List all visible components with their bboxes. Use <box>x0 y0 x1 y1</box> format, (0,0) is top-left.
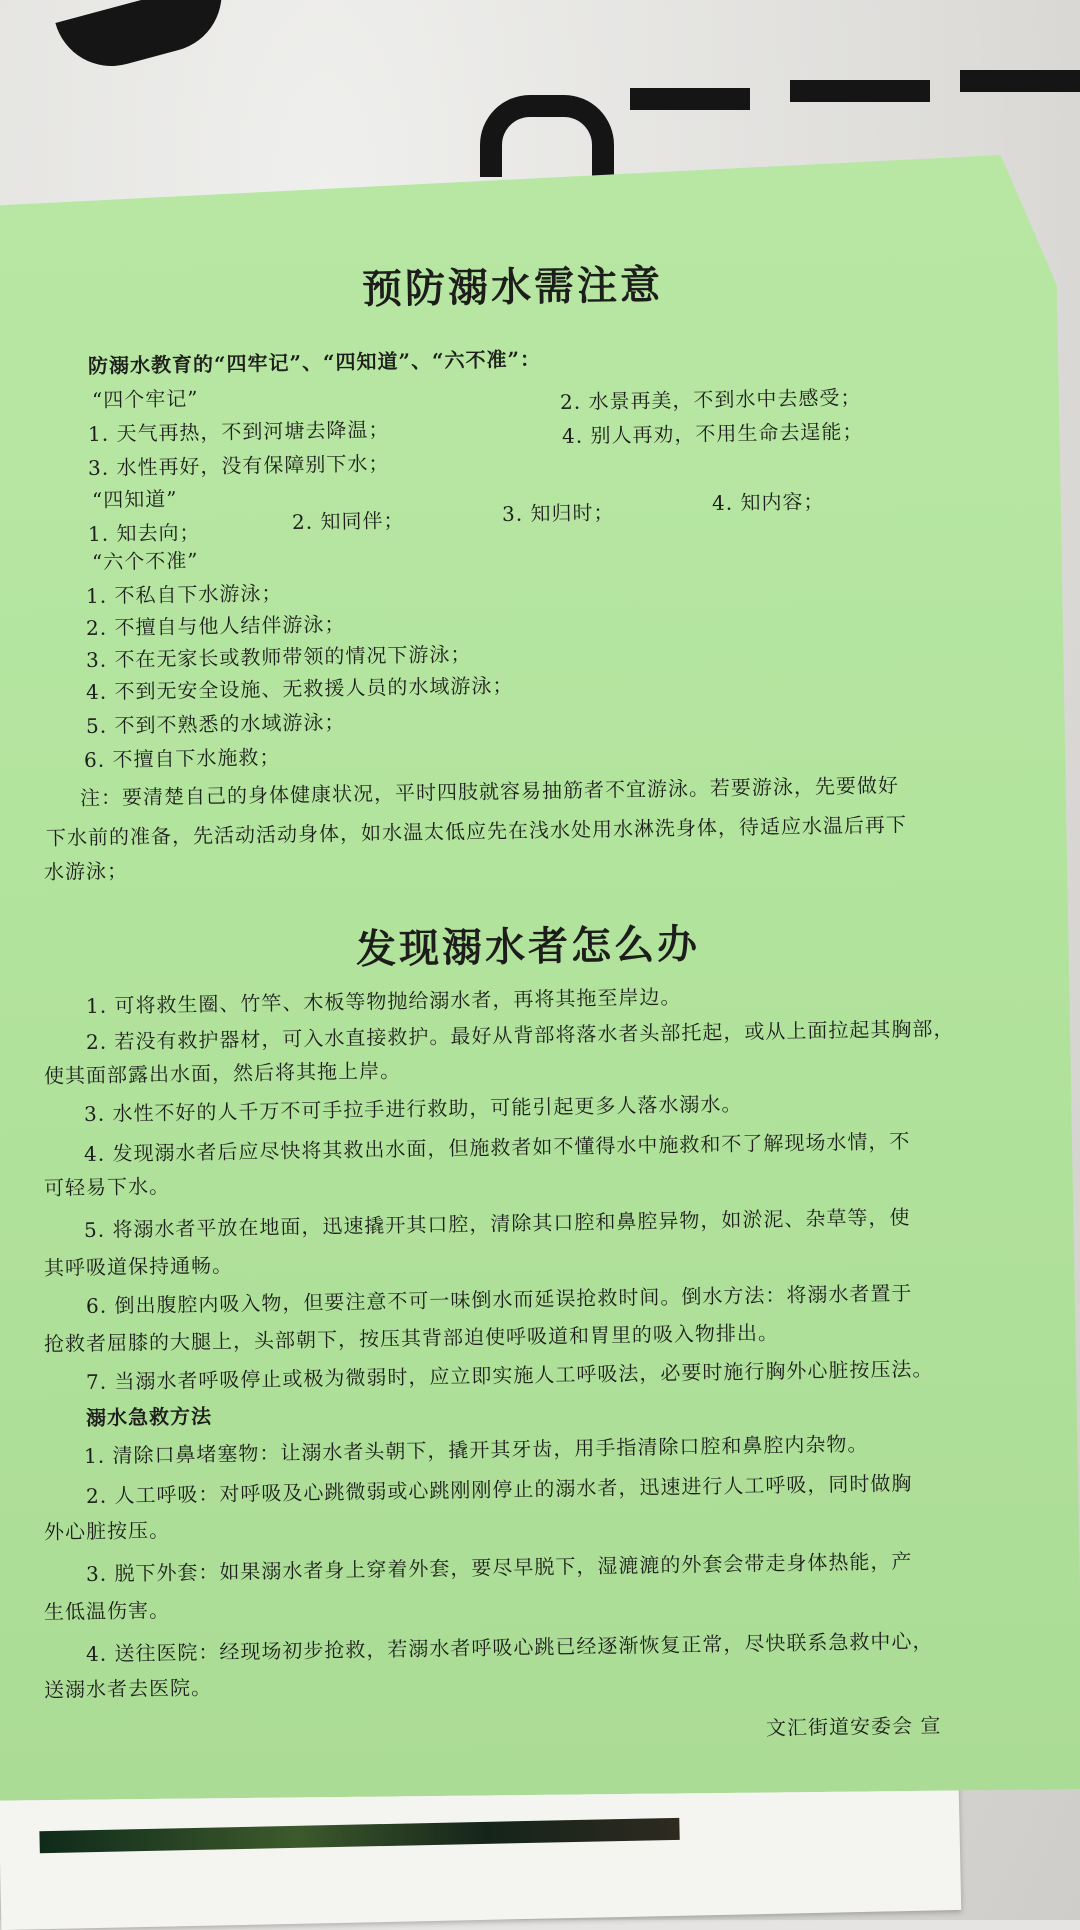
rescue-line: 抢救者屈膝的大腿上，头部朝下，按压其背部迫使呼吸道和胃里的吸入物排出。 <box>43 1320 780 1356</box>
rescue-line: 其呼吸道保持通畅。 <box>43 1253 234 1280</box>
page-title: 预防溺水需注意 <box>361 261 664 313</box>
six-not-item: 4. 不到无安全设施、无救援人员的水域游泳； <box>85 673 514 704</box>
note-line: 下水前的准备，先活动活动身体，如水温太低应先在浅水处用水淋洗身体，待适应水温后再下 <box>45 812 908 850</box>
four-know-item: 1. 知去向； <box>87 520 201 546</box>
note-line: 水游泳； <box>43 858 129 884</box>
rescue-line: 4. 发现溺水者后应尽快将其救出水面，但施救者如不懂得水中施救和不了解现场水情，不 <box>83 1129 911 1166</box>
firstaid-line: 送溺水者去医院。 <box>43 1675 213 1702</box>
firstaid-line: 外心脏按压。 <box>43 1518 171 1544</box>
rescue-line: 7. 当溺水者呼吸停止或极为微弱时，应立即实施人工呼吸法，必要时施行胸外心脏按压法。 <box>85 1356 934 1394</box>
four-remember-item: 4. 别人再劝，不用生命去逞能； <box>561 419 864 448</box>
four-remember-item: 2. 水景再美，不到水中去感受； <box>559 385 862 414</box>
six-not-item: 6. 不擅自下水施救； <box>83 744 281 772</box>
six-not-item: 5. 不到不熟悉的水域游泳； <box>85 709 346 738</box>
firstaid-line: 4. 送往医院：经现场初步抢救，若溺水者呼吸心跳已经逐渐恢复正常，尽快联系急救中心， <box>85 1628 934 1666</box>
four-know-item: 2. 知同伴； <box>291 508 405 534</box>
four-remember-item: 1. 天气再热，不到河塘去降温； <box>87 417 390 446</box>
firstaid-line: 2. 人工呼吸：对呼吸及心跳微弱或心跳刚刚停止的溺水者，迅速进行人工呼吸，同时做胸 <box>85 1471 913 1508</box>
six-not-heading: “六个不准” <box>91 548 199 574</box>
six-not-item: 1. 不私自下水游泳； <box>85 580 283 608</box>
note-line: 注：要清楚自己的身体健康状况，平时四肢就容易抽筋者不宜游泳。若要游泳，先要做好 <box>79 773 900 810</box>
rescue-line: 6. 倒出腹腔内吸入物，但要注意不可一味倒水而延误抢救时间。倒水方法：将溺水者置于 <box>85 1281 913 1318</box>
four-know-item: 3. 知归时； <box>501 500 615 526</box>
firstaid-line: 3. 脱下外套：如果溺水者身上穿着外套，要尽早脱下，湿漉漉的外套会带走身体热能，产 <box>85 1549 913 1586</box>
four-know-heading: “四知道” <box>91 486 178 512</box>
six-not-item: 3. 不在无家长或教师带领的情况下游泳； <box>85 641 472 672</box>
rescue-line: 3. 水性不好的人千万不可手拉手进行救助，可能引起更多人落水溺水。 <box>83 1091 743 1126</box>
signature: 文汇街道安委会 宣 <box>765 1713 942 1740</box>
rescue-line: 5. 将溺水者平放在地面，迅速撬开其口腔，清除其口腔和鼻腔异物，如淤泥、杂草等，使 <box>83 1205 911 1242</box>
rescue-line: 2. 若没有救护器材，可入水直接救护。最好从背部将落水者头部托起，或从上面拉起其胸部， <box>85 1016 955 1054</box>
rescue-line: 可轻易下水。 <box>43 1174 171 1200</box>
rescue-line: 使其面部露出水面，然后将其拖上岸。 <box>43 1058 402 1088</box>
firstaid-line: 生低温伤害。 <box>43 1598 171 1624</box>
four-remember-heading: “四个牢记” <box>91 386 199 412</box>
firstaid-heading: 溺水急救方法 <box>85 1404 213 1430</box>
six-not-item: 2. 不擅自与他人结伴游泳； <box>85 611 346 640</box>
section-title: 发现溺水者怎么办 <box>355 920 701 973</box>
rescue-line: 1. 可将救生圈、竹竿、木板等物抛给溺水者，再将其拖至岸边。 <box>85 984 682 1018</box>
four-remember-item: 3. 水性再好，没有保障别下水； <box>87 451 390 480</box>
intro-line: 防溺水教育的“四牢记”、“四知道”、“六不准”： <box>87 346 542 378</box>
four-know-item: 4. 知内容； <box>711 489 825 515</box>
firstaid-line: 1. 清除口鼻堵塞物：让溺水者头朝下，撬开其牙齿，用手指清除口腔和鼻腔内杂物。 <box>83 1431 869 1468</box>
